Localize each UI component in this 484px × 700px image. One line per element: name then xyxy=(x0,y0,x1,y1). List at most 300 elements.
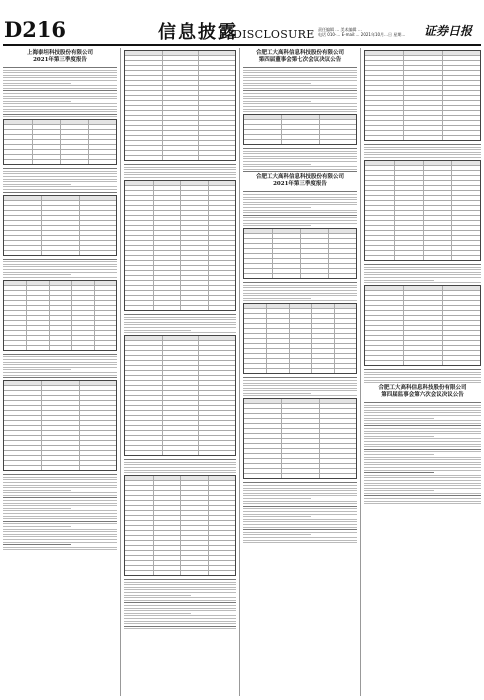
table-cell-divider xyxy=(289,314,290,318)
table-cell-divider xyxy=(49,311,50,315)
table-cell-divider xyxy=(94,326,95,330)
text-line xyxy=(243,153,357,154)
data-table xyxy=(3,380,117,471)
table-cell-divider xyxy=(208,236,209,240)
table-cell-divider xyxy=(394,221,395,225)
text-line xyxy=(3,266,117,267)
table-cell-divider xyxy=(266,359,267,363)
table-cell-divider xyxy=(153,236,154,240)
table-cell-divider xyxy=(180,521,181,525)
table-cell-divider xyxy=(180,566,181,570)
text-line xyxy=(124,459,236,460)
table-cell-divider xyxy=(442,76,443,80)
table-cell-divider xyxy=(423,206,424,210)
table-cell-divider xyxy=(394,176,395,180)
table-cell-divider xyxy=(79,416,80,420)
table-cell-divider xyxy=(153,181,154,185)
text-line xyxy=(364,451,481,452)
table-cell-divider xyxy=(451,196,452,200)
table-cell-divider xyxy=(272,269,273,273)
table-cell-divider xyxy=(49,336,50,340)
table-cell-divider xyxy=(266,329,267,333)
table-cell-divider xyxy=(162,451,163,455)
data-table xyxy=(124,50,236,161)
text-line xyxy=(364,425,481,426)
table-cell-divider xyxy=(281,125,282,129)
table-cell-divider xyxy=(49,306,50,310)
text-line xyxy=(364,152,481,153)
table-cell-divider xyxy=(328,249,329,253)
table-cell-divider xyxy=(403,351,404,355)
text-line xyxy=(364,467,481,468)
text-line xyxy=(243,72,357,73)
table-cell-divider xyxy=(180,541,181,545)
table-cell-divider xyxy=(281,459,282,463)
table-cell-divider xyxy=(198,441,199,445)
table-cell-divider xyxy=(49,291,50,295)
table-cell-divider xyxy=(198,341,199,345)
table-cell-divider xyxy=(162,416,163,420)
table-cell-divider xyxy=(153,241,154,245)
table-cell-divider xyxy=(79,391,80,395)
table-cell-divider xyxy=(266,364,267,368)
text-line xyxy=(3,547,117,548)
table-row xyxy=(125,156,235,160)
table-cell-divider xyxy=(153,506,154,510)
table-cell-divider xyxy=(153,261,154,265)
table-cell-divider xyxy=(79,421,80,425)
table-cell-divider xyxy=(394,211,395,215)
table-cell-divider xyxy=(153,231,154,235)
table-cell-divider xyxy=(153,571,154,575)
text-line xyxy=(3,539,117,540)
table-cell-divider xyxy=(266,344,267,348)
table-cell-divider xyxy=(41,231,42,235)
table-cell-divider xyxy=(311,359,312,363)
table-cell-divider xyxy=(319,140,320,144)
text-line xyxy=(243,524,357,525)
table-cell-divider xyxy=(198,121,199,125)
table-cell-divider xyxy=(300,234,301,238)
table-cell-divider xyxy=(71,316,72,320)
table-cell-divider xyxy=(198,71,199,75)
table-cell-divider xyxy=(153,546,154,550)
table-cell-divider xyxy=(180,551,181,555)
column-2 xyxy=(124,48,236,696)
table-cell-divider xyxy=(423,231,424,235)
table-cell-divider xyxy=(451,166,452,170)
table-cell-divider xyxy=(334,369,335,373)
text-line xyxy=(243,527,357,528)
text-line xyxy=(3,477,117,478)
text-line xyxy=(364,274,481,275)
table-cell-divider xyxy=(208,226,209,230)
table-cell-divider xyxy=(328,244,329,248)
table-cell-divider xyxy=(442,106,443,110)
notice-header xyxy=(3,50,117,64)
table-cell-divider xyxy=(162,121,163,125)
table-cell-divider xyxy=(423,201,424,205)
table-cell-divider xyxy=(442,71,443,75)
table-cell-divider xyxy=(328,274,329,278)
table-cell-divider xyxy=(94,321,95,325)
table-cell-divider xyxy=(26,311,27,315)
table-cell-divider xyxy=(403,76,404,80)
table-cell-divider xyxy=(198,111,199,115)
table-cell-divider xyxy=(180,291,181,295)
table-cell-divider xyxy=(334,349,335,353)
table-cell-divider xyxy=(198,126,199,130)
table-cell-divider xyxy=(403,86,404,90)
data-table xyxy=(364,50,481,141)
text-line xyxy=(364,410,481,411)
text-line xyxy=(3,521,117,522)
table-cell-divider xyxy=(180,286,181,290)
table-cell-divider xyxy=(32,120,33,124)
table-cell-divider xyxy=(162,76,163,80)
table-cell-divider xyxy=(41,466,42,470)
table-cell-divider xyxy=(208,496,209,500)
notice-header xyxy=(243,50,357,64)
table-cell-divider xyxy=(208,186,209,190)
text-line xyxy=(364,405,481,406)
text-line xyxy=(3,549,117,550)
table-cell-divider xyxy=(153,501,154,505)
table-cell-divider xyxy=(442,51,443,55)
text-line xyxy=(3,516,117,517)
data-table xyxy=(243,303,357,374)
data-table xyxy=(243,398,357,479)
table-cell-divider xyxy=(153,271,154,275)
table-cell-divider xyxy=(281,115,282,119)
text-line xyxy=(3,72,117,73)
text-line xyxy=(243,93,357,94)
text-line xyxy=(364,464,481,465)
table-cell-divider xyxy=(162,101,163,105)
table-cell-divider xyxy=(319,474,320,478)
table-cell-divider xyxy=(60,125,61,129)
text-line xyxy=(243,109,357,110)
table-cell-divider xyxy=(442,66,443,70)
text-line xyxy=(364,495,481,496)
table-cell-divider xyxy=(41,211,42,215)
text-line xyxy=(3,492,117,493)
table-cell-divider xyxy=(266,304,267,308)
table-cell-divider xyxy=(41,246,42,250)
table-cell-divider xyxy=(442,336,443,340)
table-cell-divider xyxy=(162,91,163,95)
table-cell-divider xyxy=(41,401,42,405)
text-line xyxy=(364,433,481,434)
table-row xyxy=(244,369,356,373)
table-cell-divider xyxy=(289,329,290,333)
table-cell-divider xyxy=(208,526,209,530)
table-cell-divider xyxy=(281,399,282,403)
table-cell-divider xyxy=(403,341,404,345)
table-cell-divider xyxy=(319,115,320,119)
table-cell-divider xyxy=(451,236,452,240)
text-line xyxy=(243,514,357,515)
table-cell-divider xyxy=(319,444,320,448)
table-cell-divider xyxy=(289,369,290,373)
table-cell-divider xyxy=(451,246,452,250)
text-line xyxy=(364,503,481,504)
text-line xyxy=(243,215,357,216)
table-cell-divider xyxy=(423,186,424,190)
text-line xyxy=(124,587,236,588)
table-cell-divider xyxy=(162,336,163,340)
table-cell-divider xyxy=(162,386,163,390)
text-line xyxy=(3,264,117,265)
table-cell-divider xyxy=(328,234,329,238)
table-cell-divider xyxy=(153,211,154,215)
text-line xyxy=(3,479,117,480)
table-cell-divider xyxy=(451,176,452,180)
text-line xyxy=(364,446,481,447)
table-cell-divider xyxy=(311,319,312,323)
table-cell-divider xyxy=(198,101,199,105)
table-cell-divider xyxy=(88,130,89,134)
table-cell-divider xyxy=(41,406,42,410)
table-cell-divider xyxy=(334,364,335,368)
text-line xyxy=(243,83,311,84)
data-table xyxy=(3,280,117,351)
table-cell-divider xyxy=(153,551,154,555)
table-cell-divider xyxy=(334,319,335,323)
table-cell-divider xyxy=(162,116,163,120)
table-cell-divider xyxy=(208,276,209,280)
table-cell-divider xyxy=(266,354,267,358)
text-line xyxy=(364,462,481,463)
table-cell-divider xyxy=(32,155,33,159)
table-cell-divider xyxy=(319,125,320,129)
text-line xyxy=(364,493,481,494)
table-cell-divider xyxy=(153,516,154,520)
table-cell-divider xyxy=(442,121,443,125)
table-cell-divider xyxy=(319,419,320,423)
table-cell-divider xyxy=(311,334,312,338)
table-cell-divider xyxy=(208,231,209,235)
text-line xyxy=(3,261,117,262)
table-cell-divider xyxy=(153,496,154,500)
table-cell-divider xyxy=(153,276,154,280)
text-line xyxy=(243,197,357,198)
table-cell-divider xyxy=(153,526,154,530)
table-cell-divider xyxy=(451,171,452,175)
table-cell-divider xyxy=(153,561,154,565)
table-cell-divider xyxy=(300,259,301,263)
text-line xyxy=(364,144,481,145)
text-line xyxy=(3,503,117,504)
text-line xyxy=(364,157,481,158)
table-row xyxy=(4,251,116,255)
text-line xyxy=(3,103,117,104)
table-cell-divider xyxy=(451,256,452,260)
text-line xyxy=(3,77,117,78)
text-line xyxy=(124,592,236,593)
table-cell-divider xyxy=(198,51,199,55)
table-cell-divider xyxy=(198,421,199,425)
text-line xyxy=(243,90,357,91)
table-cell-divider xyxy=(94,296,95,300)
text-line xyxy=(3,189,117,190)
table-row xyxy=(4,160,116,164)
text-line xyxy=(243,390,357,391)
table-cell-divider xyxy=(41,251,42,255)
text-line xyxy=(243,225,311,226)
table-cell-divider xyxy=(300,229,301,233)
table-cell-divider xyxy=(300,239,301,243)
table-cell-divider xyxy=(311,344,312,348)
table-row xyxy=(244,274,356,278)
table-cell-divider xyxy=(300,274,301,278)
table-cell-divider xyxy=(71,296,72,300)
text-line xyxy=(3,536,117,537)
text-line xyxy=(364,444,481,445)
section-title-cn: 信息披露 xyxy=(158,22,238,43)
table-cell-divider xyxy=(334,339,335,343)
table-cell-divider xyxy=(403,71,404,75)
text-line xyxy=(124,600,236,601)
table-cell-divider xyxy=(198,406,199,410)
table-cell-divider xyxy=(451,251,452,255)
table-cell-divider xyxy=(94,341,95,345)
table-cell-divider xyxy=(394,186,395,190)
text-line xyxy=(3,101,71,102)
text-line xyxy=(3,70,117,71)
edit-info-line1: 责任编辑 … 美术编辑 … xyxy=(318,27,362,32)
table-cell-divider xyxy=(180,556,181,560)
table-cell-divider xyxy=(266,339,267,343)
text-line xyxy=(243,191,357,192)
table-cell-divider xyxy=(272,259,273,263)
table-cell-divider xyxy=(403,91,404,95)
text-line xyxy=(124,322,236,323)
table-cell-divider xyxy=(79,216,80,220)
table-cell-divider xyxy=(26,336,27,340)
text-line xyxy=(3,356,117,357)
table-cell-divider xyxy=(319,454,320,458)
table-cell-divider xyxy=(198,156,199,160)
text-line xyxy=(3,181,117,182)
text-line xyxy=(243,98,357,99)
table-cell-divider xyxy=(319,449,320,453)
table-cell-divider xyxy=(32,140,33,144)
table-cell-divider xyxy=(442,131,443,135)
table-cell-divider xyxy=(41,216,42,220)
table-cell-divider xyxy=(162,341,163,345)
table-cell-divider xyxy=(289,359,290,363)
text-line xyxy=(124,610,236,611)
table-cell-divider xyxy=(71,336,72,340)
table-cell-divider xyxy=(451,211,452,215)
table-row xyxy=(365,136,480,140)
table-cell-divider xyxy=(451,191,452,195)
table-cell-divider xyxy=(311,304,312,308)
edit-info-line2: 电话 010-… E-mail:… 2021年10月…日 星期… xyxy=(318,32,406,37)
table-cell-divider xyxy=(49,321,50,325)
text-line xyxy=(364,454,434,455)
notice-company: 合肥工大高科信息科技股份有限公司 xyxy=(255,50,344,56)
table-cell-divider xyxy=(319,130,320,134)
table-cell-divider xyxy=(198,396,199,400)
table-cell-divider xyxy=(198,376,199,380)
table-cell-divider xyxy=(311,309,312,313)
text-line xyxy=(124,597,236,598)
table-cell-divider xyxy=(162,396,163,400)
table-cell-divider xyxy=(394,256,395,260)
text-line xyxy=(3,359,117,360)
table-cell-divider xyxy=(94,306,95,310)
text-line xyxy=(3,168,117,169)
data-table xyxy=(3,195,117,256)
table-cell-divider xyxy=(208,521,209,525)
table-cell-divider xyxy=(162,151,163,155)
text-line xyxy=(243,285,357,286)
text-line xyxy=(243,298,311,299)
table-cell-divider xyxy=(319,120,320,124)
text-line xyxy=(243,534,311,535)
text-line xyxy=(124,314,236,315)
text-line xyxy=(243,164,311,165)
notice-header xyxy=(243,174,357,188)
table-cell-divider xyxy=(180,246,181,250)
table-cell-divider xyxy=(180,186,181,190)
table-cell-divider xyxy=(41,421,42,425)
table-cell-divider xyxy=(328,269,329,273)
table-cell-divider xyxy=(281,414,282,418)
text-line xyxy=(3,497,117,498)
text-line xyxy=(243,490,357,491)
table-cell-divider xyxy=(26,301,27,305)
table-cell-divider xyxy=(281,130,282,134)
text-line xyxy=(243,383,357,384)
table-cell-divider xyxy=(451,226,452,230)
table-cell-divider xyxy=(79,426,80,430)
table-cell-divider xyxy=(26,321,27,325)
table-cell-divider xyxy=(442,301,443,305)
text-line xyxy=(364,382,481,383)
table-cell-divider xyxy=(311,369,312,373)
table-cell-divider xyxy=(442,311,443,315)
table-cell-divider xyxy=(180,511,181,515)
table-cell-divider xyxy=(208,301,209,305)
table-cell-divider xyxy=(71,346,72,350)
table-cell-divider xyxy=(162,126,163,130)
table-cell-divider xyxy=(153,201,154,205)
text-line xyxy=(124,332,236,333)
table-cell-divider xyxy=(394,226,395,230)
text-line xyxy=(3,98,117,99)
table-cell-divider xyxy=(88,150,89,154)
table-cell-divider xyxy=(208,501,209,505)
table-cell-divider xyxy=(394,231,395,235)
table-cell-divider xyxy=(208,486,209,490)
text-line xyxy=(364,264,481,265)
text-line xyxy=(3,171,117,172)
table-cell-divider xyxy=(423,191,424,195)
table-cell-divider xyxy=(423,211,424,215)
text-line xyxy=(364,418,434,419)
table-cell-divider xyxy=(60,160,61,164)
table-cell-divider xyxy=(266,309,267,313)
table-cell-divider xyxy=(442,346,443,350)
table-cell-divider xyxy=(423,171,424,175)
table-cell-divider xyxy=(442,111,443,115)
page-code: D216 xyxy=(4,17,67,42)
table-cell-divider xyxy=(180,536,181,540)
table-cell-divider xyxy=(403,131,404,135)
